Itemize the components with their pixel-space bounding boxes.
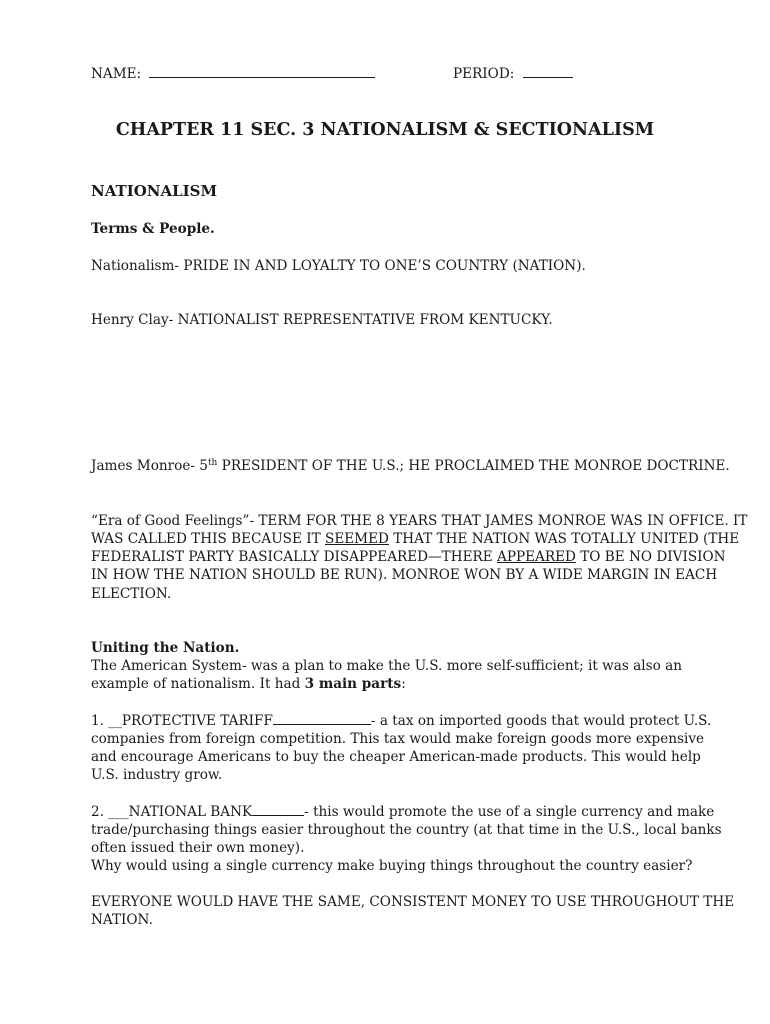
item-1-line-4: U.S. industry grow. [91, 767, 223, 783]
item-1-line-2: companies from foreign competition. This tax would make foreign goods more expensive [91, 731, 705, 747]
term-henry-clay: Henry Clay- NATIONALIST REPRESENTATIVE FROM KENTUCKY. [91, 312, 553, 328]
item-2-answer: 2. ___NATIONAL BANK [91, 804, 253, 820]
era-underlined-appeared: APPEARED [497, 549, 576, 565]
era-line-3-post: TO BE NO DIVISION [575, 549, 726, 565]
name-label: NAME: [91, 66, 142, 82]
item-2-blank[interactable] [252, 803, 304, 816]
page-title: CHAPTER 11 SEC. 3 NATIONALISM & SECTIONALISM [115, 120, 655, 140]
monroe-text-pre: James Monroe- 5 [91, 458, 208, 474]
item-1-definition: - a tax on imported goods that would protect U.S. [370, 713, 712, 729]
name-blank[interactable] [149, 65, 375, 78]
period-label: PERIOD: [453, 66, 515, 82]
era-line-3-pre: FEDERALIST PARTY BASICALLY DISAPPEARED—THERE [91, 549, 497, 565]
item-2-line-1 [91, 803, 714, 821]
era-line-2-post: THAT THE NATION WAS TOTALLY UNITED (THE [388, 531, 740, 547]
term-james-monroe [91, 457, 730, 475]
monroe-superscript: th [207, 458, 218, 468]
era-line-1: “Era of Good Feelings”- TERM FOR THE 8 YEARS THAT JAMES MONROE WAS IN OFFICE. IT [91, 513, 748, 529]
item-2-definition: - this would promote the use of a single currency and make [304, 804, 715, 820]
item-2-line-2: trade/purchasing things easier throughout the country (at that time in the U.S., local banks [91, 822, 722, 838]
era-underlined-seemed: SEEMED [325, 531, 389, 547]
uniting-line-2-post: : [401, 676, 406, 692]
era-line-2-pre: WAS CALLED THIS BECAUSE IT [91, 531, 325, 547]
uniting-line-2 [91, 675, 406, 693]
era-line-4: IN HOW THE NATION SHOULD BE RUN). MONROE WON BY A WIDE MARGIN IN EACH [91, 567, 718, 583]
monroe-text-post: PRESIDENT OF THE U.S.; HE PROCLAIMED THE MONROE DOCTRINE. [217, 458, 730, 474]
item-1-blank[interactable] [273, 712, 371, 725]
section-heading: NATIONALISM [91, 182, 218, 200]
item-2-line-3: often issued their own money). [91, 840, 305, 856]
terms-heading: Terms & People. [91, 221, 215, 237]
uniting-main-parts: 3 main parts [304, 676, 402, 692]
item-1-answer: 1. __PROTECTIVE TARIFF [91, 713, 273, 729]
era-line-3 [91, 548, 726, 566]
era-line-5: ELECTION. [91, 586, 172, 602]
item-2-answer-line-1: EVERYONE WOULD HAVE THE SAME, CONSISTENT MONEY TO USE THROUGHOUT THE [91, 894, 735, 910]
uniting-heading: Uniting the Nation. [91, 640, 240, 656]
uniting-line-1: The American System- was a plan to make the U.S. more self-sufficient; it was also an [91, 658, 682, 674]
name-row [91, 65, 375, 83]
term-nationalism: Nationalism- PRIDE IN AND LOYALTY TO ONE’S COUNTRY (NATION). [91, 258, 586, 274]
uniting-line-2-pre: example of nationalism. It had [91, 676, 305, 692]
item-2-question: Why would using a single currency make buying things throughout the country easier? [91, 858, 693, 874]
period-row [453, 65, 573, 83]
item-1-line-1 [91, 712, 711, 730]
item-1-line-3: and encourage Americans to buy the cheaper American-made products. This would help [91, 749, 701, 765]
period-blank[interactable] [523, 65, 573, 78]
item-2-answer-line-2: NATION. [91, 912, 153, 928]
era-line-2 [91, 530, 739, 548]
